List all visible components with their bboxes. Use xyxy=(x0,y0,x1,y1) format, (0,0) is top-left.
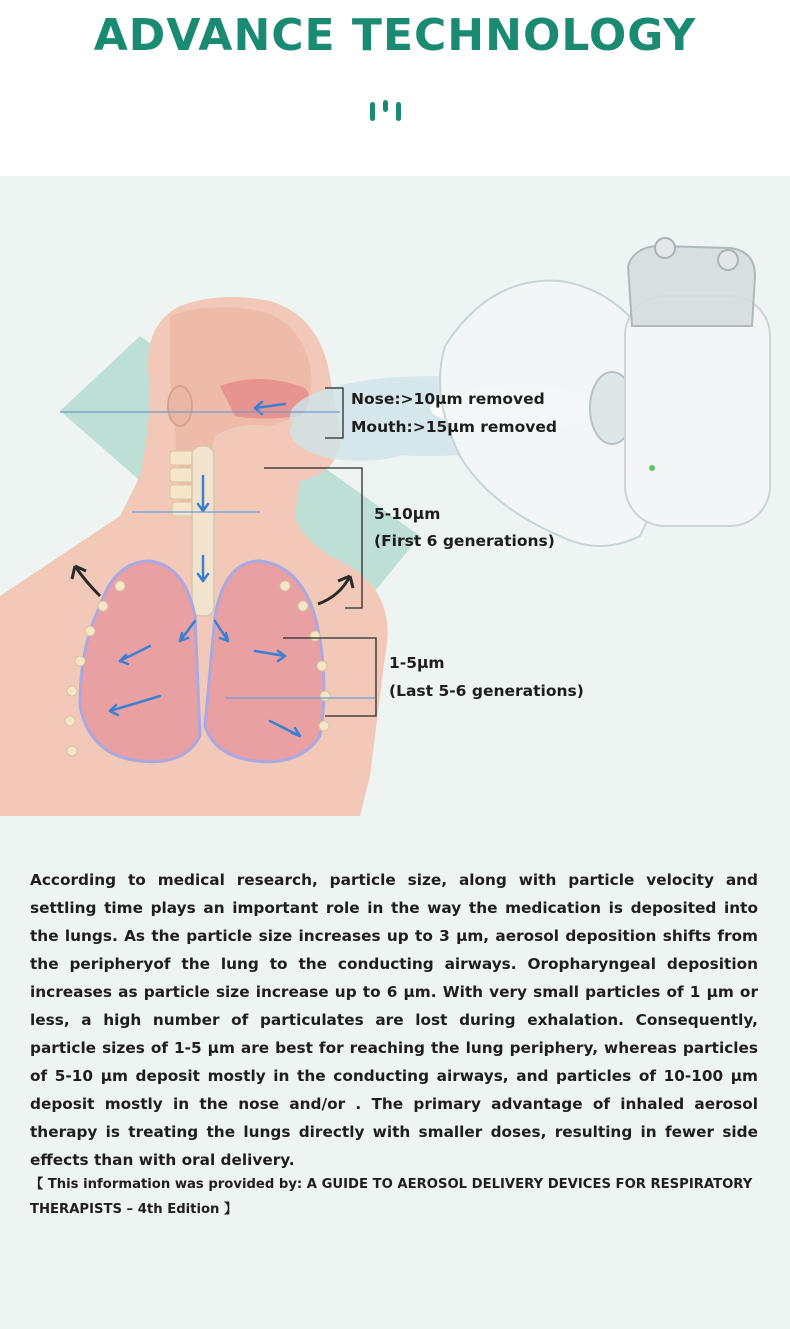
divider-ornament-icon xyxy=(369,100,409,124)
lower-airway-size-label: 1-5μm xyxy=(389,654,445,672)
human-torso xyxy=(0,297,388,816)
source-citation: 【 This information was provided by: A GUIDE TO AEROSOL DELIVERY DEVICES FOR RESPIRATORY THERAPISTS – 4th Edition 】 xyxy=(30,1177,753,1217)
article-paragraph: According to medical research, particle size, along with particle velocity and settling time plays an important role in the way the medication is deposited into the lungs. As the particle size increases up to 3 μm, aerosol deposition shifts from the peripheryof the lung to the conducting airways. Oropharyngeal deposition increases as particle size increase up to 6 μm. With very small particles of 1 μm or less, a high number of particulates are lost during exhalation. Consequently, particle sizes of 1-5 μm are best for reaching the lung periphery, whereas particles of 5-10 μm deposit mostly in the conducting airways, and particles of 10-100 μm deposit mostly in the nose and/or . The primary advantage of inhaled aerosol therapy is treating the lungs directly with smaller doses, resulting in fewer side effects than with oral delivery. xyxy=(30,871,758,1169)
device-body xyxy=(625,296,770,526)
mouth-label: Mouth:>15μm removed xyxy=(351,418,557,436)
page-title: ADVANCE TECHNOLOGY xyxy=(93,10,697,61)
lower-airway-desc-label: (Last 5-6 generations) xyxy=(389,682,584,700)
upper-airway-size-label: 5-10μm xyxy=(374,505,441,523)
upper-airway-desc-label: (First 6 generations) xyxy=(374,532,555,550)
ear xyxy=(168,386,192,426)
header-section xyxy=(0,0,790,176)
trachea xyxy=(192,446,214,616)
power-led xyxy=(649,465,655,471)
nose-label: Nose:>10μm removed xyxy=(351,390,545,408)
